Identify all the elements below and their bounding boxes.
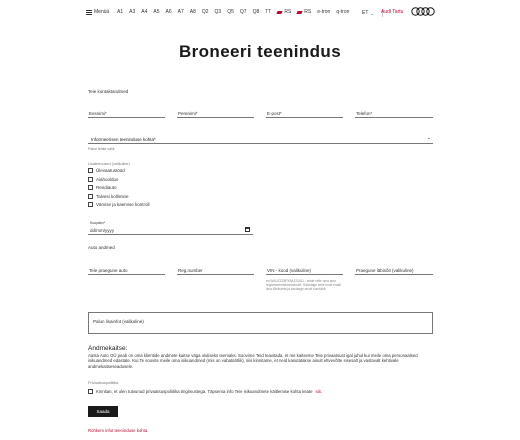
service-select-label: Informeerisen teeninduse kohta*: [91, 137, 156, 142]
date-input[interactable]: [88, 221, 253, 235]
rs-badge-icon: [277, 11, 283, 14]
consent-checkbox-row[interactable]: [88, 389, 322, 394]
date-placeholder: dd/mm/yyyy: [90, 228, 115, 233]
email-placeholder: E-post*: [267, 111, 282, 116]
extra-services-label: Lisateenused (valikuline): [88, 162, 130, 166]
checkbox[interactable]: [88, 168, 93, 173]
language-selector[interactable]: [362, 9, 383, 17]
checkbox-label: Aiahooldus: [96, 177, 119, 182]
last-name-placeholder: Perenimi*: [178, 111, 198, 116]
more-info-link[interactable]: Rohkem infot teeninduse kohta.: [88, 428, 149, 433]
checkbox-option-5[interactable]: [88, 202, 150, 207]
phone-placeholder: Telefon*: [356, 111, 373, 116]
consent-text: Kinnitan, et olen tutvunud privaatsuspoliitika tingimustega. Täpsema info Teie isikuandmete käitlemise kohta leiate: [96, 389, 313, 394]
additional-info-textarea[interactable]: [88, 312, 433, 334]
model-link-q5[interactable]: Q5: [227, 9, 234, 15]
current-car-placeholder: Teie praegune auto: [89, 268, 128, 273]
hamburger-icon: [86, 10, 92, 15]
service-select[interactable]: [88, 134, 433, 144]
model-link-q7[interactable]: Q7: [239, 9, 247, 15]
dealer-name[interactable]: Audi Tartu: [381, 9, 404, 15]
checkbox[interactable]: [88, 185, 93, 190]
contact-section-label: Teie kontaktandmed: [88, 89, 129, 94]
service-select-hint: Palun tehke valik: [88, 147, 115, 151]
checkbox-option-2[interactable]: [88, 177, 118, 182]
model-link-a1[interactable]: A1: [117, 9, 124, 15]
date-label: Kuupäev*: [90, 221, 106, 225]
model-link-q8[interactable]: Q8: [252, 9, 260, 15]
model-link-q3[interactable]: Q3: [214, 9, 222, 15]
model-link-rs-label: RS: [284, 9, 292, 15]
checkbox-label: Ülevaatustööd: [96, 168, 125, 173]
model-link-a5[interactable]: A5: [153, 9, 160, 15]
current-car-field[interactable]: [88, 265, 165, 275]
checkbox-option-4[interactable]: [88, 194, 129, 199]
model-link-tt[interactable]: TT: [265, 9, 272, 15]
email-field[interactable]: [266, 108, 343, 118]
checkbox-option-3[interactable]: [88, 185, 117, 190]
page-title: Broneeri teenindus: [178, 42, 342, 61]
calendar-icon[interactable]: [245, 227, 250, 232]
consent-checkbox[interactable]: [88, 389, 93, 394]
vin-placeholder: VIN - kood (valikuline): [267, 268, 312, 273]
language-label: ET: [362, 10, 369, 16]
menu-button[interactable]: [86, 9, 109, 15]
checkbox-label: Rendiauto: [96, 185, 117, 190]
checkbox[interactable]: [88, 194, 93, 199]
model-link-rs[interactable]: [277, 9, 291, 15]
checkbox[interactable]: [88, 177, 93, 182]
vin-field[interactable]: [266, 265, 343, 275]
first-name-field[interactable]: [88, 108, 165, 118]
privacy-policy-link[interactable]: siit.: [315, 389, 322, 394]
privacy-title: Andmekaitse:: [88, 345, 128, 352]
first-name-placeholder: Eesnimi*: [89, 111, 107, 116]
model-link-a3[interactable]: A3: [129, 9, 136, 15]
menu-label: Menüü: [94, 9, 110, 15]
chevron-down-icon: ⌄: [426, 135, 431, 141]
checkbox-label: Talvesi kollimine: [96, 194, 129, 199]
reg-number-placeholder: Reg.number: [178, 268, 203, 273]
consent-section-label: Privaatsuspoliitika: [88, 381, 119, 385]
chevron-down-icon: ⌄: [370, 10, 374, 16]
top-navigation: [0, 0, 520, 26]
submit-button[interactable]: Saada: [88, 406, 118, 417]
phone-field[interactable]: [355, 108, 433, 118]
privacy-text: Aasta Auto OÜ peab on oma klientide andmete kaitse väga oluliseks teemaks. Soovime Teid teavitada, et me kaitseme Teie privaatsust igal juhul kui meile oma personaalsed isikuandmed edastate. Kui Te soovite meile oma isikuandmed (mis on vabatahtlik), siis kinnitame, et neid kasutatakse ainult eltvevõtte sisesalt ja vastavalt kehtivale andmekaitseseadusele.: [88, 353, 418, 369]
model-link-q-tron[interactable]: q-tron: [336, 9, 350, 15]
vin-help-text: en WAUZZZ8PX5A123411 - leiate selle oma auto registreerimistunnistuselt. Sisestage selle kood eraldi ilma tühikuteta ja kasutage ainult suurtähti.: [266, 279, 341, 292]
model-link-rs-2-label: RS: [304, 9, 312, 15]
last-name-field[interactable]: [177, 108, 254, 118]
checkbox-label: Värvise ja kaemise kontroll: [96, 202, 150, 207]
model-link-a7[interactable]: A7: [177, 9, 184, 15]
car-section-label: Auto andmed: [88, 245, 115, 250]
model-link-a4[interactable]: A4: [141, 9, 148, 15]
model-link-e-tron[interactable]: e-tron: [317, 9, 331, 15]
audi-rings-logo[interactable]: [411, 7, 435, 16]
mileage-field[interactable]: [355, 265, 433, 275]
rs-badge-icon: [297, 11, 303, 14]
model-nav: [117, 9, 349, 15]
checkbox[interactable]: [88, 202, 93, 207]
model-link-q2[interactable]: Q2: [201, 9, 209, 15]
model-link-rs-2[interactable]: [297, 9, 311, 15]
additional-info-placeholder: Palun lisainfot (valikuline): [93, 319, 144, 324]
model-link-a6[interactable]: A6: [165, 9, 172, 15]
model-link-a8[interactable]: A8: [189, 9, 196, 15]
checkbox-option-1[interactable]: [88, 168, 125, 173]
reg-number-field[interactable]: [177, 265, 254, 275]
mileage-placeholder: Praegune läbisõit (valikuline): [356, 268, 414, 273]
